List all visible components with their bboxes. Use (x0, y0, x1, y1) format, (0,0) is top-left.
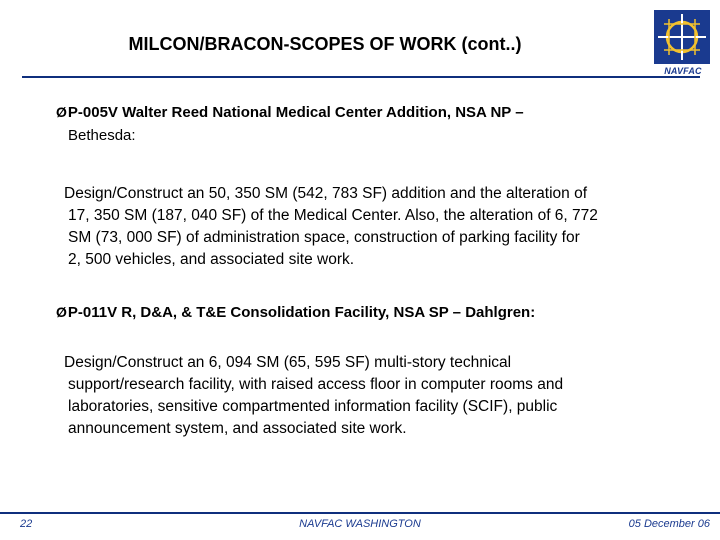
project-heading: ØP-005V Walter Reed National Medical Center Addition, NSA NP – (56, 104, 524, 121)
project-heading-continued: Bethesda: (68, 127, 136, 144)
page-number: 22 (20, 518, 33, 530)
navfac-logo (654, 10, 712, 76)
arrow-bullet-icon: Ø (56, 104, 67, 120)
compass-emblem-icon (654, 10, 710, 64)
arrow-bullet-icon: Ø (56, 304, 67, 320)
footer-divider (0, 512, 720, 514)
project-description: Design/Construct an 6, 094 SM (65, 595 SF) multi-story technical support/research facility, with raised access floor in computer rooms and laboratories, sensitive compartmented information facility (SCIF), public announcement system, and associated site work. (64, 354, 564, 437)
logo-wordmark: NAVFAC (664, 66, 702, 76)
footer-date: 05 December 06 (628, 518, 710, 530)
project-heading: ØP-011V R, D&A, & T&E Consolidation Facility, NSA SP – Dahlgren: (56, 304, 536, 321)
project-description: Design/Construct an 50, 350 SM (542, 783 SF) addition and the alteration of 17, 350 SM (187, 040 SF) of the Medical Center. Also, the alteration of 6, 772 SM (73, 000 SF) of administration space, construction of parking facility for 2, 500 vehicles, and associated site work. (64, 185, 598, 268)
footer-organization: NAVFAC WASHINGTON (299, 518, 421, 530)
slide-title: MILCON/BRACON-SCOPES OF WORK (cont..) (128, 34, 522, 54)
title-divider (22, 76, 700, 78)
